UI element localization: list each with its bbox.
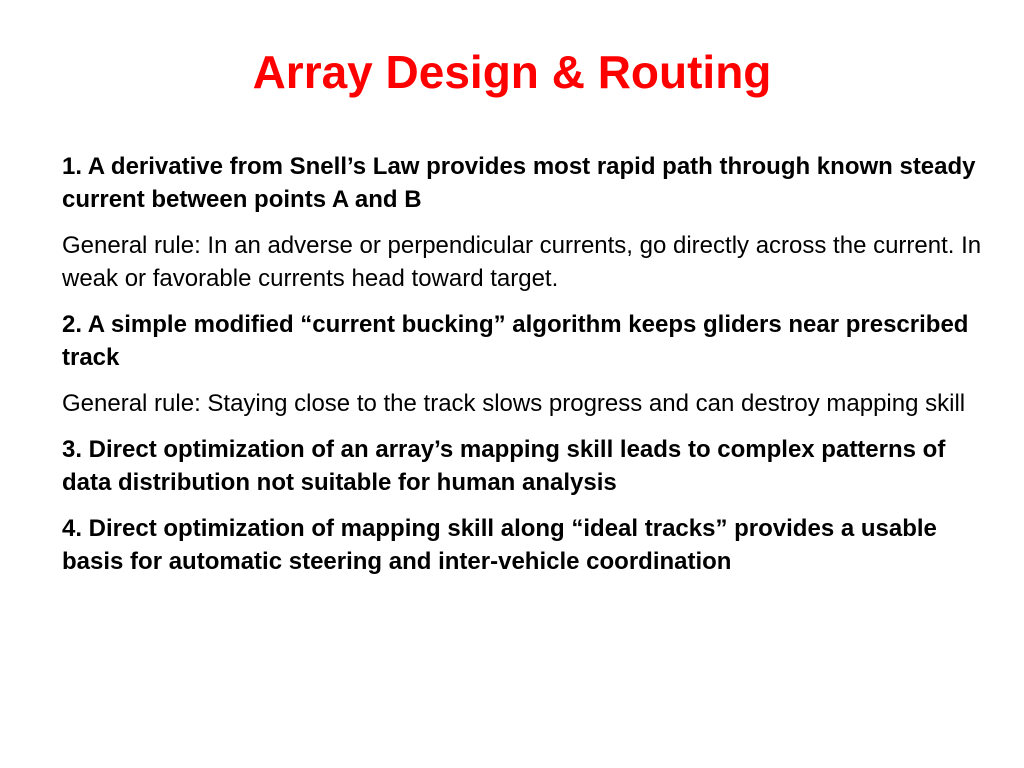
point-2-heading: 2. A simple modified “current bucking” algorithm keeps gliders near prescribed track (62, 311, 969, 371)
point-4-heading: 4. Direct optimization of mapping skill along “ideal tracks” provides a usable basis for automatic steering and inter-vehicle coordination (62, 515, 937, 575)
point-3-heading: 3. Direct optimization of an array’s mapping skill leads to complex patterns of data distribution not suitable for human analysis (62, 436, 946, 496)
point-1-heading: 1. A derivative from Snell’s Law provides most rapid path through known steady current between points A and B (62, 153, 976, 213)
slide-title: Array Design & Routing (252, 46, 772, 98)
point-1-rule: General rule: In an adverse or perpendicular currents, go directly across the current. In weak or favorable currents head toward target. (62, 232, 982, 292)
slide-body (62, 150, 992, 591)
point-2-rule: General rule: Staying close to the track slows progress and can destroy mapping skill (62, 390, 966, 417)
